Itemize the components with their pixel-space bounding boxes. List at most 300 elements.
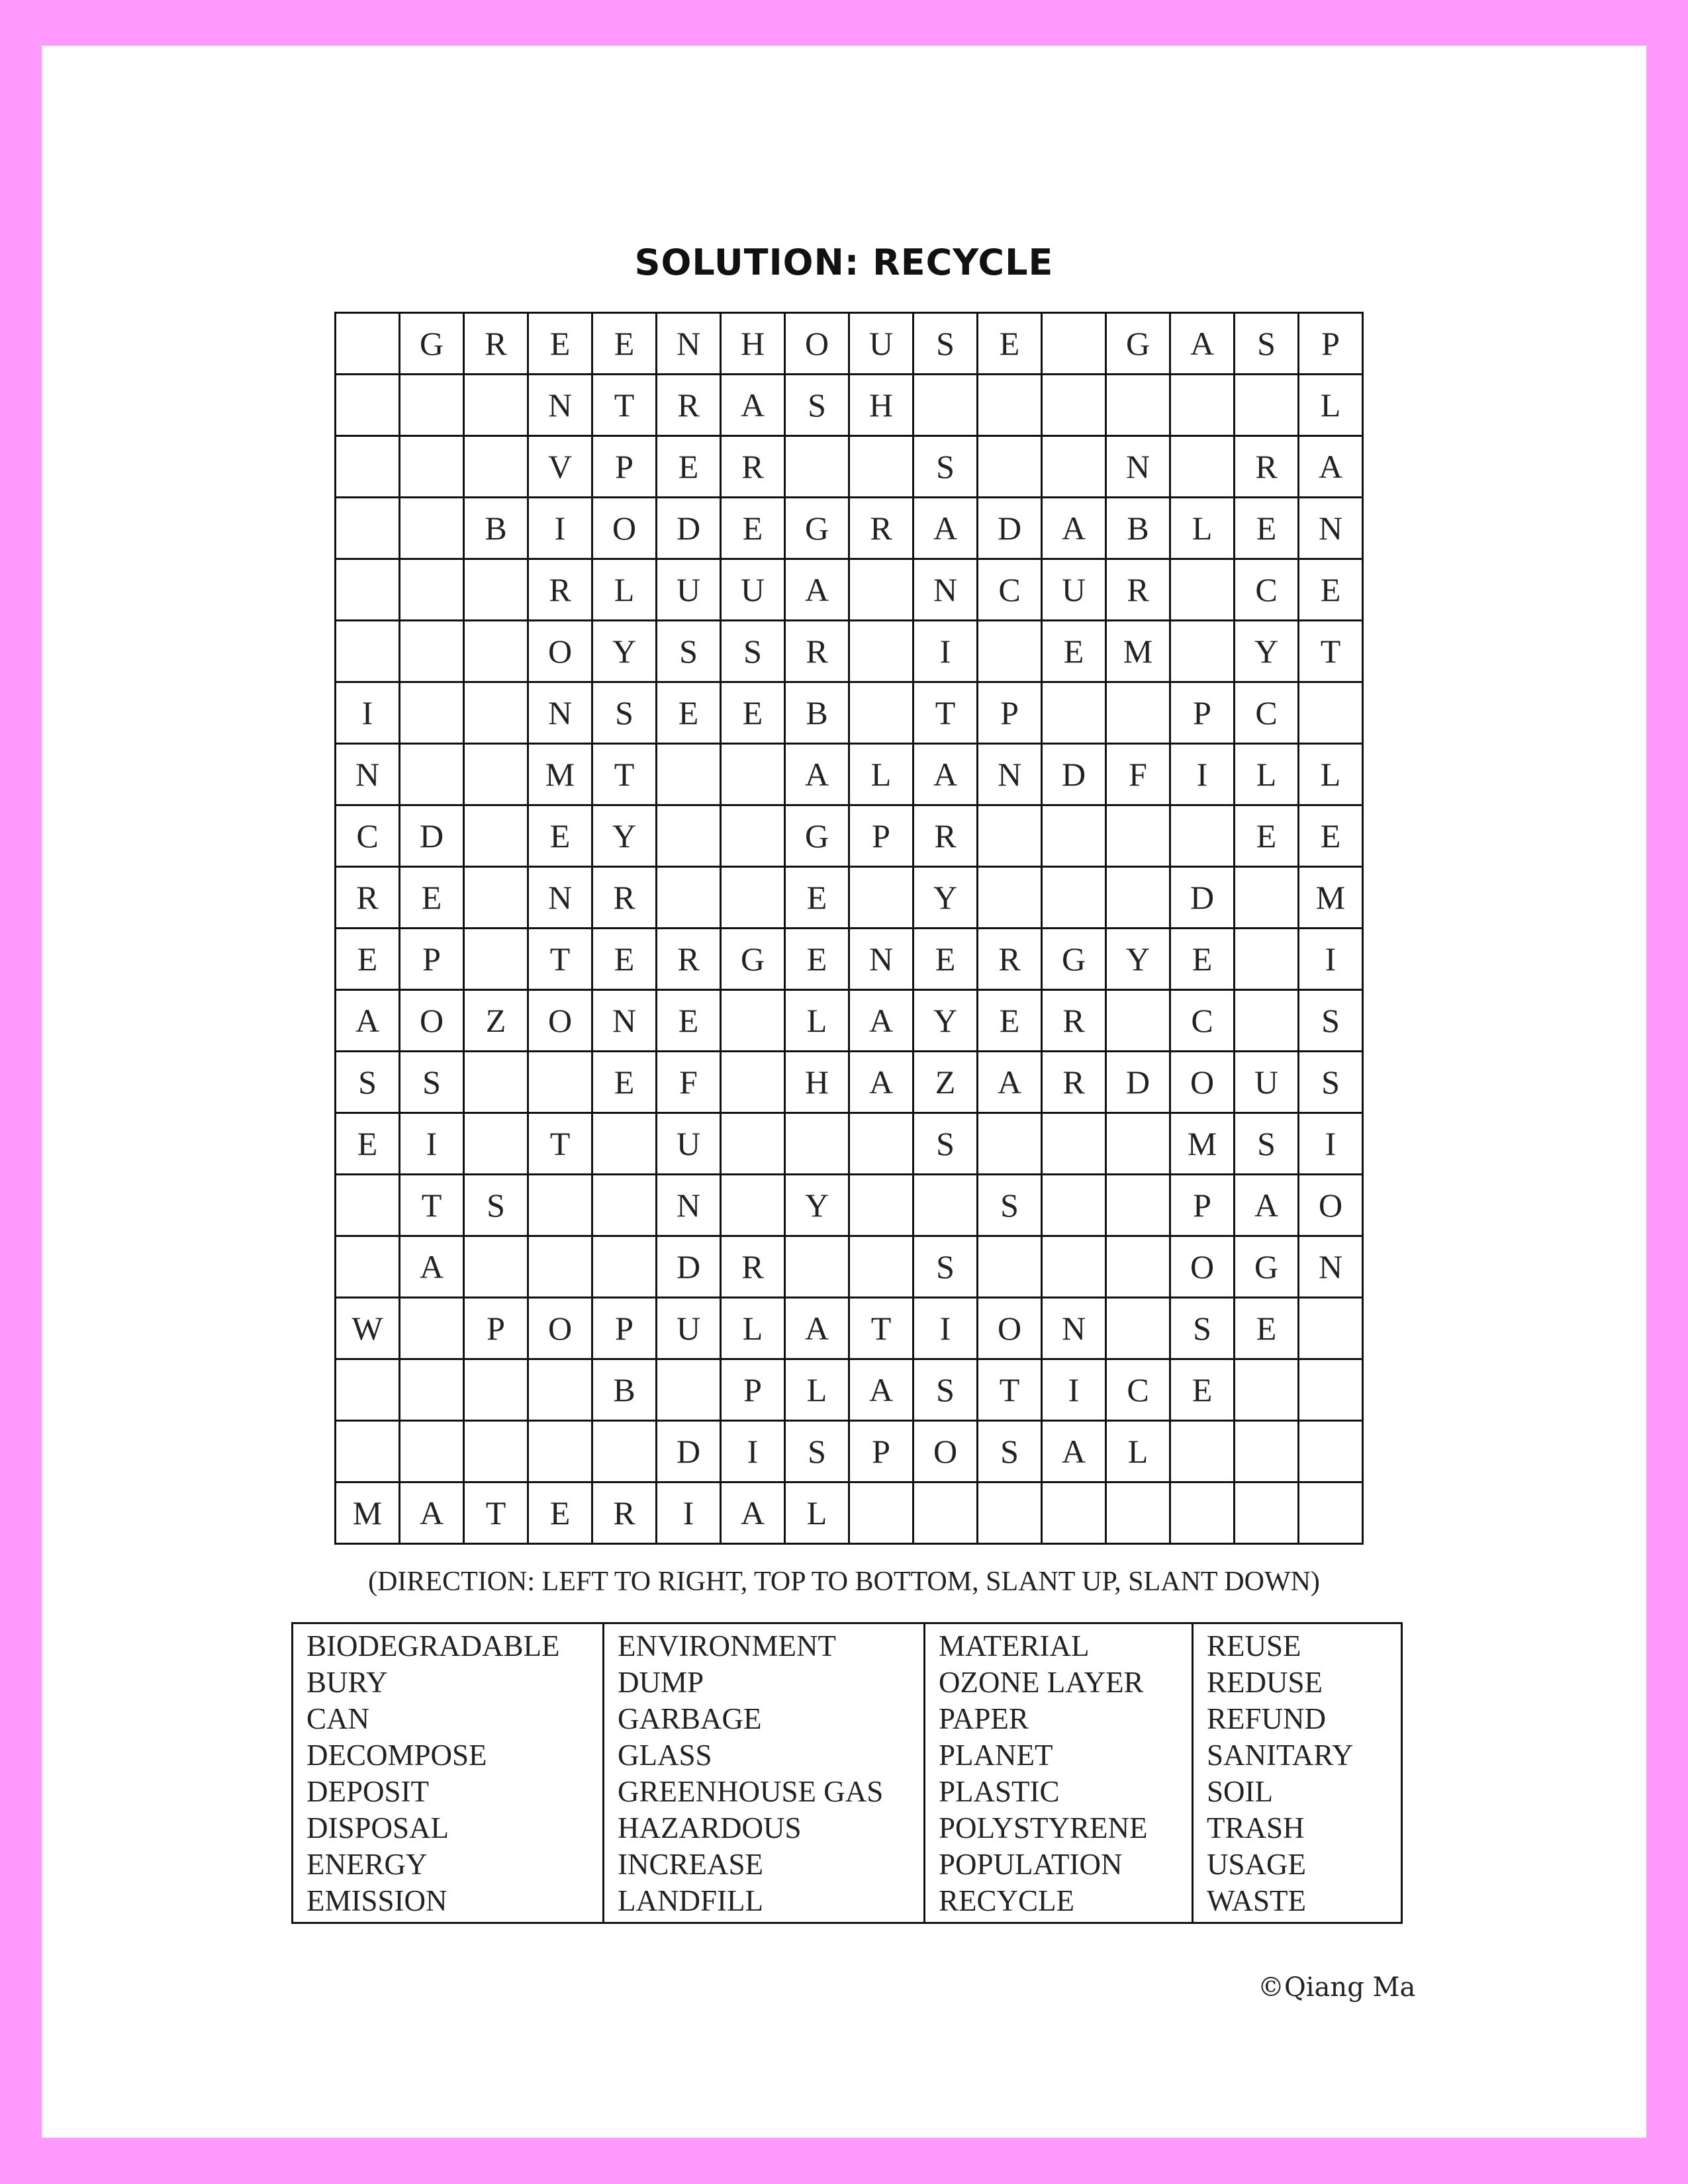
grid-cell <box>849 436 914 498</box>
grid-cell <box>721 805 785 867</box>
grid-cell <box>849 867 914 929</box>
grid-cell <box>528 1421 592 1482</box>
grid-cell <box>1106 805 1170 867</box>
grid-row <box>336 1175 1363 1236</box>
grid-cell <box>336 1421 400 1482</box>
grid-cell: A <box>849 1359 914 1421</box>
word-item: GLASS <box>618 1739 712 1772</box>
grid-cell: E <box>528 1482 592 1544</box>
grid-row <box>336 929 1363 990</box>
grid-cell: T <box>400 1175 464 1236</box>
grid-cell: N <box>528 375 592 436</box>
grid-cell <box>1235 990 1299 1052</box>
grid-cell <box>400 1421 464 1482</box>
grid-cell <box>464 682 528 744</box>
grid-cell <box>592 1421 657 1482</box>
copyright: ©Qiang Ma <box>1258 1972 1416 2003</box>
grid-cell <box>978 375 1042 436</box>
grid-cell: M <box>1170 1113 1235 1175</box>
grid-cell: R <box>978 929 1042 990</box>
grid-cell: S <box>592 682 657 744</box>
word-column <box>604 1623 925 1923</box>
grid-cell: R <box>528 559 592 621</box>
grid-cell: O <box>592 498 657 559</box>
word-item: REFUND <box>1207 1702 1327 1735</box>
grid-cell: D <box>1106 1052 1170 1113</box>
grid-cell <box>336 1236 400 1298</box>
grid-cell: W <box>336 1298 400 1359</box>
grid-cell: S <box>914 1359 978 1421</box>
grid-cell <box>592 1236 657 1298</box>
word-item: OZONE LAYER <box>939 1666 1144 1699</box>
grid-cell: D <box>978 498 1042 559</box>
grid-cell <box>464 867 528 929</box>
grid-cell: Y <box>592 805 657 867</box>
word-item: USAGE <box>1207 1848 1307 1881</box>
grid-cell <box>1170 559 1235 621</box>
word-item: DEPOSIT <box>306 1775 430 1808</box>
grid-cell: P <box>849 805 914 867</box>
grid-cell <box>336 498 400 559</box>
grid-cell: L <box>785 990 849 1052</box>
grid-cell <box>1042 436 1106 498</box>
grid-cell: E <box>336 1113 400 1175</box>
grid-row <box>336 621 1363 682</box>
grid-cell: E <box>528 313 592 375</box>
grid-cell: E <box>721 682 785 744</box>
grid-cell: D <box>657 1236 721 1298</box>
grid-cell: C <box>1235 559 1299 621</box>
grid-cell: E <box>1235 498 1299 559</box>
grid-cell <box>785 436 849 498</box>
word-item: BIODEGRADABLE <box>306 1629 560 1662</box>
grid-cell <box>400 498 464 559</box>
grid-cell: I <box>1299 1113 1363 1175</box>
grid-cell <box>336 375 400 436</box>
word-item: POLYSTYRENE <box>939 1811 1148 1844</box>
grid-cell <box>1042 867 1106 929</box>
grid-cell: S <box>400 1052 464 1113</box>
grid-cell: O <box>400 990 464 1052</box>
word-item: DISPOSAL <box>306 1811 449 1844</box>
grid-cell: C <box>1170 990 1235 1052</box>
grid-cell <box>336 313 400 375</box>
word-column <box>293 1623 604 1923</box>
grid-cell <box>849 1482 914 1544</box>
word-item: RECYCLE <box>939 1884 1075 1917</box>
grid-row <box>336 744 1363 805</box>
word-item: LANDFILL <box>618 1884 763 1917</box>
grid-cell <box>1042 682 1106 744</box>
grid-cell: S <box>1299 1052 1363 1113</box>
grid-cell: S <box>1235 313 1299 375</box>
grid-cell: L <box>1299 375 1363 436</box>
grid-cell: E <box>1042 621 1106 682</box>
grid-cell <box>464 929 528 990</box>
word-item: CAN <box>306 1702 370 1735</box>
grid-cell <box>721 1175 785 1236</box>
grid-row <box>336 1482 1363 1544</box>
grid-cell: E <box>592 929 657 990</box>
grid-cell <box>1106 1482 1170 1544</box>
grid-cell: N <box>528 867 592 929</box>
grid-cell: S <box>785 1421 849 1482</box>
grid-cell: U <box>657 1298 721 1359</box>
grid-cell: A <box>785 744 849 805</box>
grid-row <box>336 867 1363 929</box>
grid-cell: I <box>914 621 978 682</box>
grid-cell <box>336 559 400 621</box>
grid-cell <box>464 621 528 682</box>
grid-cell: R <box>914 805 978 867</box>
grid-cell: E <box>592 313 657 375</box>
grid-cell: A <box>785 559 849 621</box>
grid-cell: T <box>592 744 657 805</box>
grid-cell <box>1299 1298 1363 1359</box>
grid-cell: R <box>336 867 400 929</box>
grid-cell <box>1042 1482 1106 1544</box>
grid-cell <box>849 1175 914 1236</box>
grid-cell <box>721 744 785 805</box>
grid-row <box>336 559 1363 621</box>
grid-cell: O <box>1170 1236 1235 1298</box>
grid-cell <box>721 990 785 1052</box>
grid-cell <box>978 436 1042 498</box>
grid-cell: N <box>1299 1236 1363 1298</box>
grid-cell <box>336 621 400 682</box>
grid-cell: E <box>657 682 721 744</box>
grid-cell: E <box>785 867 849 929</box>
grid-cell: U <box>849 313 914 375</box>
grid-cell <box>849 1236 914 1298</box>
grid-cell: N <box>1106 436 1170 498</box>
grid-cell: A <box>1042 498 1106 559</box>
grid-cell <box>400 1359 464 1421</box>
grid-cell <box>657 805 721 867</box>
grid-row <box>336 1236 1363 1298</box>
grid-cell: B <box>785 682 849 744</box>
page-title: SOLUTION: RECYCLE <box>634 242 1054 283</box>
grid-cell <box>464 1359 528 1421</box>
grid-cell: O <box>528 621 592 682</box>
grid-cell <box>914 375 978 436</box>
grid-cell: E <box>657 990 721 1052</box>
word-item: ENERGY <box>306 1848 428 1881</box>
grid-cell: O <box>914 1421 978 1482</box>
grid-cell: D <box>1170 867 1235 929</box>
grid-cell <box>849 1113 914 1175</box>
word-item: SOIL <box>1207 1775 1273 1808</box>
word-item: POPULATION <box>939 1848 1123 1881</box>
grid-cell: P <box>464 1298 528 1359</box>
grid-cell <box>464 1236 528 1298</box>
grid-cell: R <box>785 621 849 682</box>
grid-cell: E <box>1299 805 1363 867</box>
grid-cell <box>400 436 464 498</box>
grid-cell <box>1235 1359 1299 1421</box>
grid-cell: N <box>1042 1298 1106 1359</box>
grid-row <box>336 990 1363 1052</box>
grid-cell: M <box>528 744 592 805</box>
grid-cell: D <box>657 498 721 559</box>
grid-cell <box>978 867 1042 929</box>
word-item: WASTE <box>1207 1884 1306 1917</box>
word-item: ENVIRONMENT <box>618 1629 836 1662</box>
grid-cell: E <box>592 1052 657 1113</box>
grid-cell <box>1170 375 1235 436</box>
grid-cell <box>914 1482 978 1544</box>
grid-cell <box>1042 1236 1106 1298</box>
grid-cell: L <box>592 559 657 621</box>
grid-cell <box>1299 1359 1363 1421</box>
grid-cell: N <box>528 682 592 744</box>
grid-cell: A <box>785 1298 849 1359</box>
grid-cell <box>592 1175 657 1236</box>
grid-cell: E <box>721 498 785 559</box>
grid-cell <box>1235 375 1299 436</box>
grid-cell: R <box>721 1236 785 1298</box>
grid-cell: D <box>400 805 464 867</box>
grid-cell <box>978 621 1042 682</box>
grid-cell: T <box>528 929 592 990</box>
word-item: GREENHOUSE GAS <box>618 1775 884 1808</box>
grid-cell: C <box>978 559 1042 621</box>
grid-cell: U <box>721 559 785 621</box>
grid-cell: L <box>849 744 914 805</box>
grid-cell: M <box>1106 621 1170 682</box>
grid-cell: B <box>592 1359 657 1421</box>
grid-cell: E <box>1235 805 1299 867</box>
grid-cell: E <box>1235 1298 1299 1359</box>
grid-cell <box>721 1113 785 1175</box>
grid-cell: P <box>1170 1175 1235 1236</box>
grid-cell: R <box>849 498 914 559</box>
word-item: SANITARY <box>1207 1739 1354 1772</box>
grid-cell <box>400 1298 464 1359</box>
grid-cell: Y <box>914 867 978 929</box>
grid-cell <box>1106 1298 1170 1359</box>
grid-cell: Y <box>592 621 657 682</box>
grid-cell <box>400 621 464 682</box>
grid-cell: R <box>1042 1052 1106 1113</box>
grid-cell <box>464 805 528 867</box>
grid-cell <box>1170 436 1235 498</box>
grid-cell: I <box>336 682 400 744</box>
word-item: REDUSE <box>1207 1666 1323 1699</box>
grid-cell <box>592 1113 657 1175</box>
grid-cell <box>400 744 464 805</box>
grid-cell: B <box>464 498 528 559</box>
grid-cell: R <box>592 1482 657 1544</box>
grid-cell: S <box>914 1236 978 1298</box>
grid-row <box>336 682 1363 744</box>
grid-cell: Y <box>914 990 978 1052</box>
grid-cell <box>657 744 721 805</box>
grid-cell: Y <box>785 1175 849 1236</box>
grid-cell: P <box>400 929 464 990</box>
grid-cell: O <box>1170 1052 1235 1113</box>
grid-cell <box>1106 1113 1170 1175</box>
grid-cell <box>1299 1482 1363 1544</box>
grid-cell <box>849 559 914 621</box>
grid-cell <box>1106 682 1170 744</box>
grid-cell: S <box>914 313 978 375</box>
grid-cell <box>849 682 914 744</box>
grid-cell: E <box>785 929 849 990</box>
grid-cell: E <box>528 805 592 867</box>
grid-cell: Y <box>1106 929 1170 990</box>
grid-cell: E <box>978 990 1042 1052</box>
direction-text: (DIRECTION: LEFT TO RIGHT, TOP TO BOTTOM, SLANT UP, SLANT DOWN) <box>368 1567 1320 1597</box>
grid-row <box>336 375 1363 436</box>
grid-cell <box>464 375 528 436</box>
grid-cell: A <box>914 744 978 805</box>
grid-cell: Z <box>914 1052 978 1113</box>
grid-cell <box>528 1175 592 1236</box>
grid-cell <box>978 1482 1042 1544</box>
grid-cell <box>400 682 464 744</box>
grid-cell: A <box>400 1482 464 1544</box>
grid-cell: A <box>849 1052 914 1113</box>
grid-cell: N <box>592 990 657 1052</box>
grid-cell: S <box>1299 990 1363 1052</box>
grid-cell <box>400 375 464 436</box>
grid-cell: G <box>1235 1236 1299 1298</box>
grid-cell: L <box>1170 498 1235 559</box>
grid-cell: B <box>1106 498 1170 559</box>
grid-cell <box>785 1113 849 1175</box>
grid-cell: G <box>785 805 849 867</box>
grid-cell: S <box>978 1175 1042 1236</box>
grid-cell: E <box>914 929 978 990</box>
grid-cell: G <box>785 498 849 559</box>
grid-cell <box>1042 313 1106 375</box>
grid-cell: N <box>1299 498 1363 559</box>
grid-cell <box>1235 867 1299 929</box>
grid-cell <box>1106 1236 1170 1298</box>
grid-cell: S <box>336 1052 400 1113</box>
grid-cell: L <box>1106 1421 1170 1482</box>
word-list <box>291 1622 1403 1924</box>
grid-cell <box>1170 1482 1235 1544</box>
grid-row <box>336 1298 1363 1359</box>
word-item: PLASTIC <box>939 1775 1060 1808</box>
grid-cell <box>657 1359 721 1421</box>
grid-cell: T <box>464 1482 528 1544</box>
grid-cell: R <box>721 436 785 498</box>
grid-cell: E <box>657 436 721 498</box>
word-item: PLANET <box>939 1739 1053 1772</box>
grid-cell: P <box>978 682 1042 744</box>
grid-row <box>336 1421 1363 1482</box>
grid-cell: O <box>785 313 849 375</box>
grid-cell: H <box>849 375 914 436</box>
grid-cell: R <box>657 375 721 436</box>
grid-cell <box>1042 805 1106 867</box>
grid-cell: L <box>1299 744 1363 805</box>
word-item: INCREASE <box>618 1848 764 1881</box>
grid-cell: S <box>785 375 849 436</box>
grid-cell: O <box>978 1298 1042 1359</box>
grid-cell <box>464 744 528 805</box>
grid-cell: A <box>1042 1421 1106 1482</box>
grid-cell: G <box>1042 929 1106 990</box>
grid-cell: F <box>657 1052 721 1113</box>
grid-cell <box>657 867 721 929</box>
grid-cell: L <box>721 1298 785 1359</box>
grid-cell: A <box>1235 1175 1299 1236</box>
grid-cell: R <box>1042 990 1106 1052</box>
grid-cell <box>528 1052 592 1113</box>
grid-cell: E <box>978 313 1042 375</box>
grid-row <box>336 436 1363 498</box>
grid-cell: R <box>1235 436 1299 498</box>
grid-cell: T <box>1299 621 1363 682</box>
grid-cell <box>1106 375 1170 436</box>
grid-cell: C <box>1106 1359 1170 1421</box>
grid-cell: T <box>849 1298 914 1359</box>
word-item: REUSE <box>1207 1629 1301 1662</box>
grid-cell: S <box>464 1175 528 1236</box>
grid-cell: H <box>785 1052 849 1113</box>
grid-cell <box>1235 1421 1299 1482</box>
grid-cell: T <box>528 1113 592 1175</box>
grid-cell: U <box>1235 1052 1299 1113</box>
word-item: BURY <box>306 1666 388 1699</box>
grid-cell: V <box>528 436 592 498</box>
word-item: MATERIAL <box>939 1629 1090 1662</box>
grid-cell <box>785 1236 849 1298</box>
grid-cell <box>400 559 464 621</box>
grid-row <box>336 1052 1363 1113</box>
grid-cell <box>1106 990 1170 1052</box>
grid-cell: U <box>1042 559 1106 621</box>
grid-cell <box>1042 1175 1106 1236</box>
grid-cell: P <box>721 1359 785 1421</box>
grid-cell: R <box>657 929 721 990</box>
grid-cell: R <box>1106 559 1170 621</box>
grid-cell <box>464 1113 528 1175</box>
grid-cell: S <box>1235 1113 1299 1175</box>
grid-cell: Y <box>1235 621 1299 682</box>
grid-cell: C <box>336 805 400 867</box>
grid-cell: U <box>657 559 721 621</box>
grid-cell: E <box>1299 559 1363 621</box>
grid-cell: I <box>528 498 592 559</box>
grid-cell: I <box>1042 1359 1106 1421</box>
grid-cell: Z <box>464 990 528 1052</box>
grid-cell: M <box>1299 867 1363 929</box>
grid-cell: I <box>400 1113 464 1175</box>
grid-cell: H <box>721 313 785 375</box>
grid-cell: S <box>914 1113 978 1175</box>
grid-cell: A <box>849 990 914 1052</box>
grid-cell: T <box>978 1359 1042 1421</box>
grid-cell <box>528 1236 592 1298</box>
grid-cell <box>464 436 528 498</box>
word-search-grid <box>334 312 1364 1545</box>
grid-cell: L <box>785 1482 849 1544</box>
grid-cell: A <box>978 1052 1042 1113</box>
word-item: DECOMPOSE <box>306 1739 487 1772</box>
grid-cell: I <box>914 1298 978 1359</box>
grid-cell: R <box>592 867 657 929</box>
grid-cell: A <box>1170 313 1235 375</box>
grid-cell <box>978 1236 1042 1298</box>
grid-cell <box>849 621 914 682</box>
grid-cell <box>721 1052 785 1113</box>
grid-cell: D <box>657 1421 721 1482</box>
